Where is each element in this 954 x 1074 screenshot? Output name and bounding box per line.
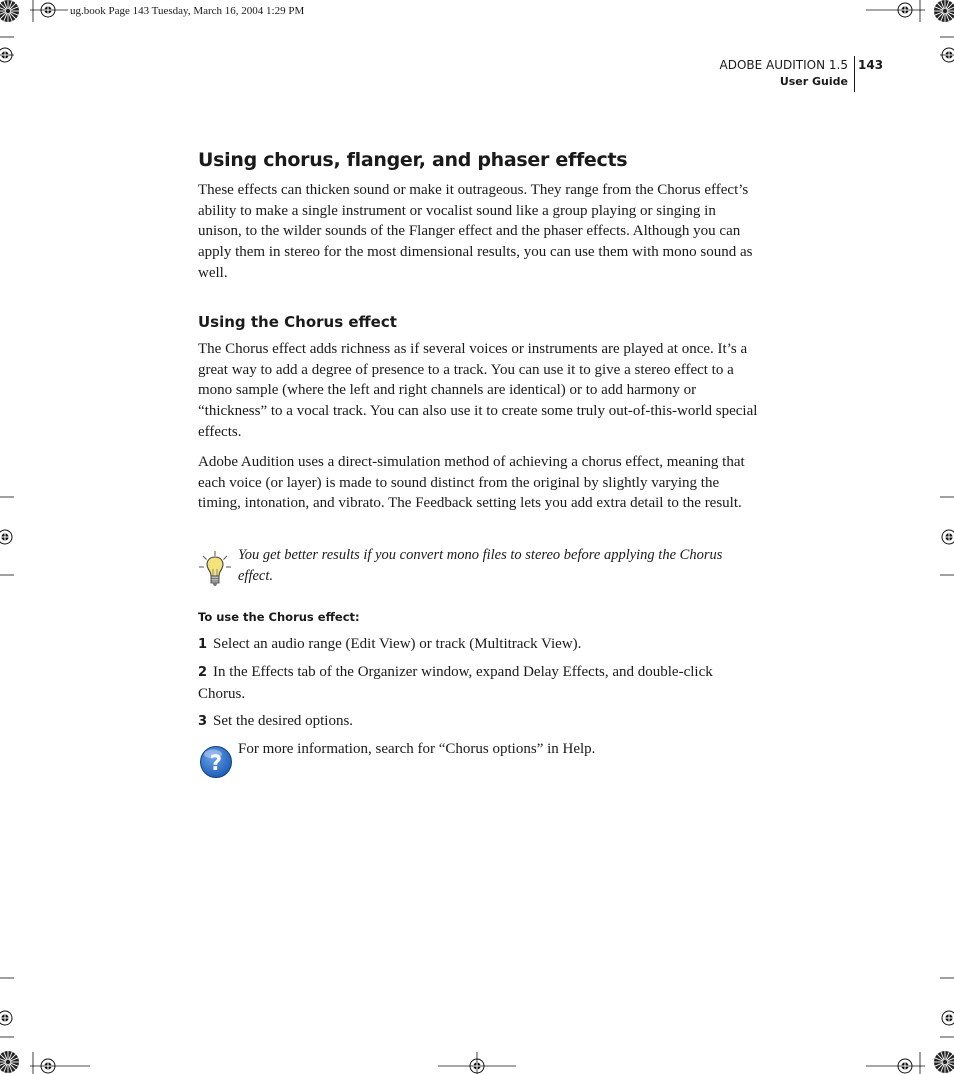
page-number: 143 [858,58,884,72]
color-wheel-icon [934,0,954,22]
step-3-text: Set the desired options. [213,713,354,729]
print-slug: ug.book Page 143 Tuesday, March 16, 2004 1:29 PM [70,5,305,17]
header-guide-title: User Guide [779,75,848,88]
more-info-text: For more information, search for “Chorus options” in Help. [238,741,596,757]
subsection-heading: Using the Chorus effect [198,313,397,331]
section-heading: Using chorus, flanger, and phaser effects [198,149,628,171]
tip-text: You get better results if you convert mono files to stereo before applying the Chorus effect. [238,547,723,584]
chorus-method-paragraph: Adobe Audition uses a direct-simulation method of achieving a chorus effect, meaning that each voice (or layer) is made to sound distinct from the original by slightly varying the timing, intonation, and vibrato. The Feedback setting lets you add extra detail to the result. [198,454,745,512]
intro-paragraph: These effects can thicken sound or make it outrageous. They range from the Chorus effect’s ability to make a single instrument or vocalist sound like a group playing or singing in unison, to the wilder sounds of the Flanger effect and the phaser effects. Although you can apply them in stereo for the most dimensional results, you can use them with mono sound as well. [198,182,753,281]
step-2-text: In the Effects tab of the Organizer window, expand Delay Effects, and double-click Chorus. [198,664,713,702]
color-wheel-icon [0,0,19,22]
step-1-number: 1 [198,637,208,652]
chorus-description-paragraph: The Chorus effect adds richness as if several voices or instruments are played at once. It’s a great way to add a degree of presence to a track. You can use it to give a stereo effect to a mono sample (where the left and right channels are identical) or to add harmony or “thickness” to a vocal track. You can also use it to create some truly out-of-this-world special effects. [198,341,758,440]
svg-text:?: ? [209,751,223,775]
registration-target-icon [942,530,954,544]
color-wheel-icon [934,1051,954,1073]
step-1-text: Select an audio range (Edit View) or track (Multitrack View). [213,636,582,652]
procedure-heading: To use the Chorus effect: [198,610,360,624]
step-2-number: 2 [198,665,208,680]
registration-target-icon [942,1011,954,1025]
header-product-name: ADOBE AUDITION 1.5 [719,58,848,72]
step-3-number: 3 [198,714,208,729]
color-wheel-icon [0,1051,19,1073]
registration-target-icon [0,530,12,544]
registration-target-icon [0,1011,12,1025]
